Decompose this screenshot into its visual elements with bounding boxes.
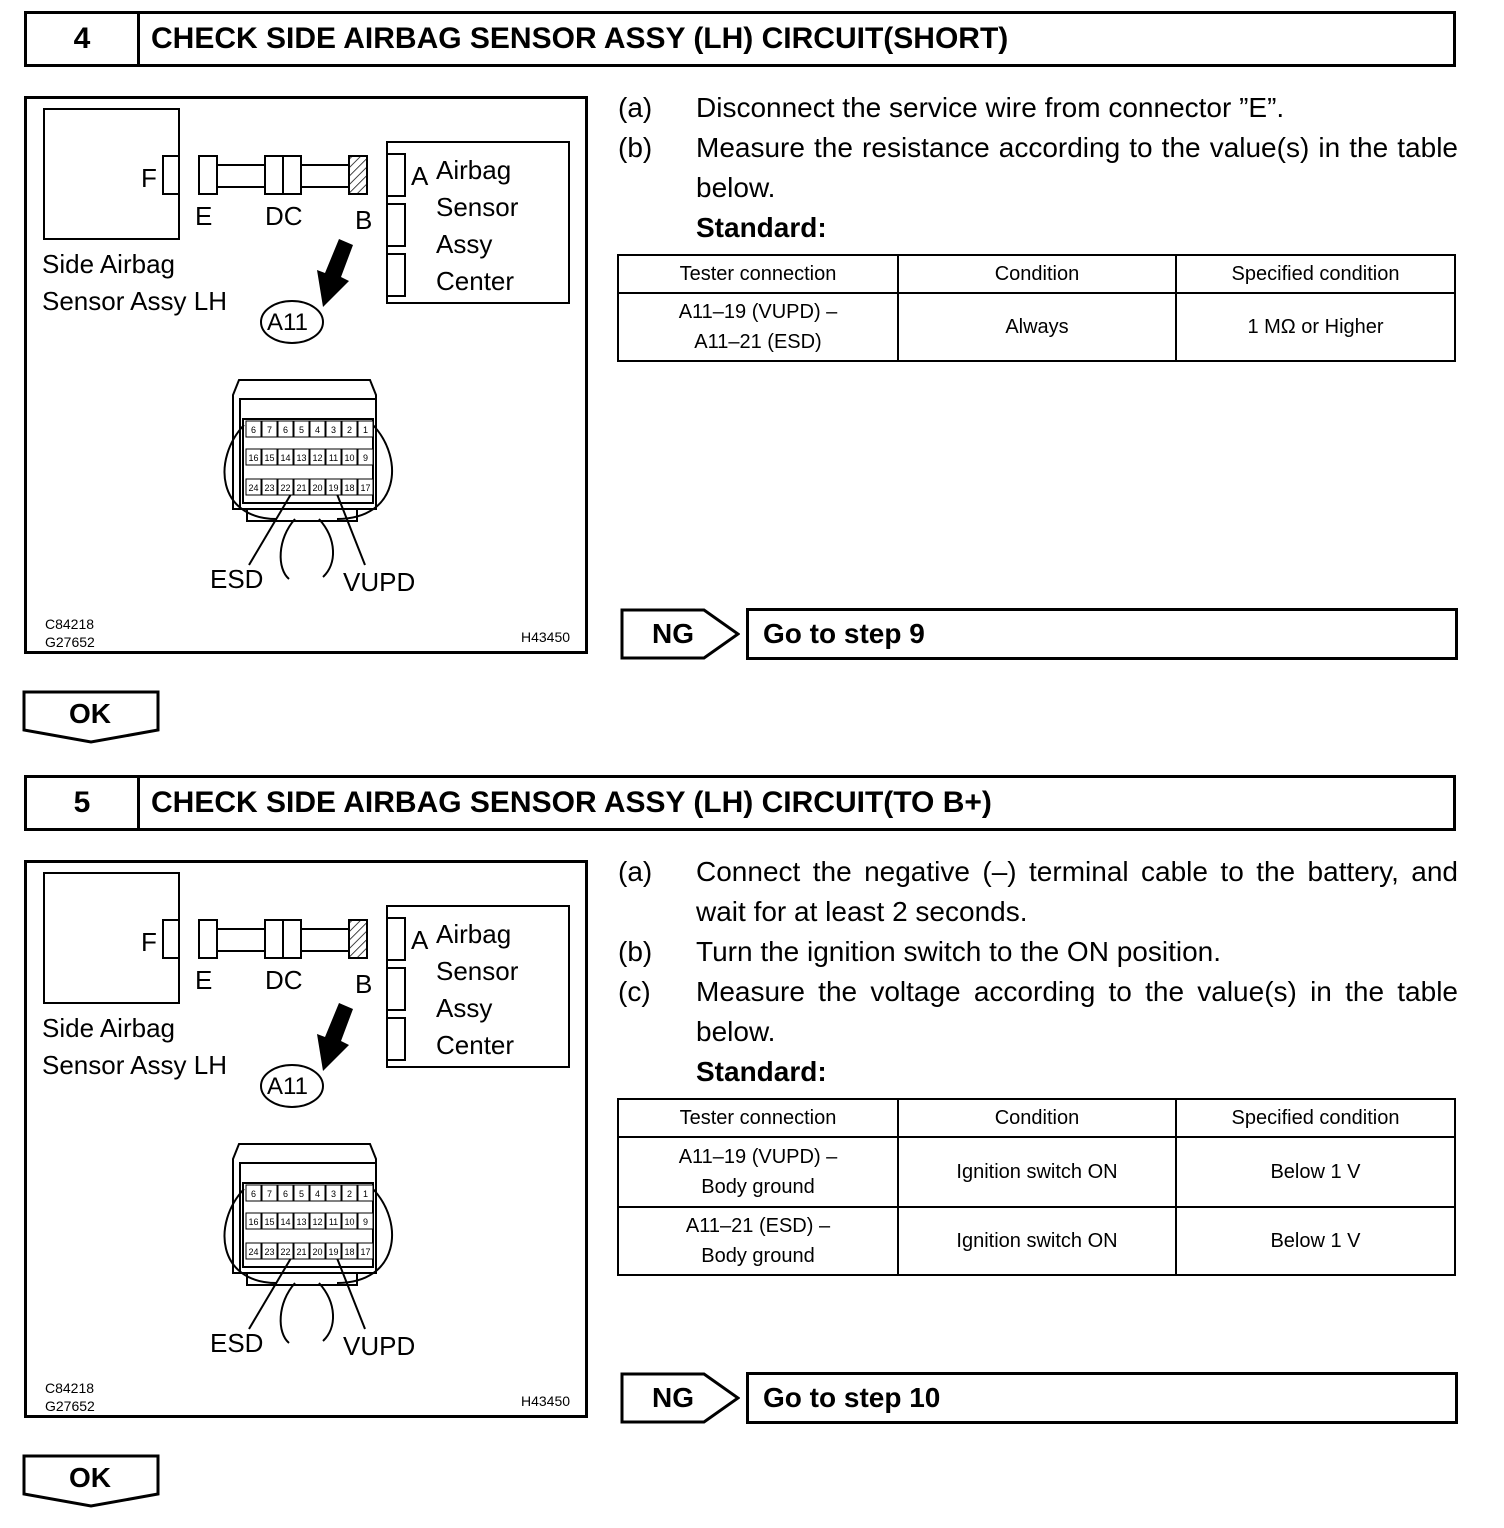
condition-cell: Ignition switch ON bbox=[898, 1137, 1176, 1207]
instruction-item bbox=[618, 972, 1458, 1052]
table-header-row bbox=[618, 255, 1455, 293]
instruction-item bbox=[618, 932, 1458, 972]
pin-number: 13 bbox=[296, 453, 307, 463]
pin-number: 6 bbox=[282, 1189, 289, 1199]
spec-table bbox=[617, 254, 1456, 362]
connector-diagram bbox=[24, 860, 588, 1418]
pin-number: 16 bbox=[248, 1217, 259, 1227]
ok-branch[interactable] bbox=[22, 690, 162, 746]
column-header: Tester connection bbox=[618, 255, 898, 293]
pin-number: 17 bbox=[360, 483, 371, 493]
column-header: Condition bbox=[898, 255, 1176, 293]
pin-number: 5 bbox=[298, 425, 305, 435]
instruction-label: (c) bbox=[618, 976, 651, 1007]
figure-code-2: G27652 bbox=[45, 1398, 95, 1414]
table-row bbox=[618, 1207, 1455, 1275]
condition-cell: Ignition switch ON bbox=[898, 1207, 1176, 1275]
instruction-text: Disconnect the service wire from connector ”E”. bbox=[696, 92, 1285, 123]
instruction-text: Measure the resistance according to the value(s) in the table below. bbox=[696, 132, 1458, 203]
table-row bbox=[618, 293, 1455, 361]
label-f: F bbox=[141, 163, 157, 193]
pin-number: 9 bbox=[362, 453, 369, 463]
pin-number: 12 bbox=[312, 453, 323, 463]
spec-table bbox=[617, 1098, 1456, 1276]
instruction-text: Connect the negative (–) terminal cable to the battery, and wait for at least 2 seconds. bbox=[696, 856, 1458, 927]
tester-line-1: A11–19 (VUPD) – bbox=[678, 301, 838, 323]
table-row bbox=[618, 1137, 1455, 1207]
tester-line-2: Body ground bbox=[701, 1245, 815, 1267]
step-5 bbox=[0, 764, 1504, 1528]
connector-diagram bbox=[24, 96, 588, 654]
pin-number: 9 bbox=[362, 1217, 369, 1227]
pin-number: 3 bbox=[330, 425, 337, 435]
goto-step-link[interactable] bbox=[746, 608, 1458, 660]
side-airbag-label-2: Sensor Assy LH bbox=[42, 1050, 227, 1080]
step-header bbox=[24, 775, 1456, 831]
spec-cell: Below 1 V bbox=[1176, 1137, 1455, 1207]
label-e: E bbox=[195, 201, 213, 231]
pin-number: 11 bbox=[328, 453, 339, 463]
ok-label: OK bbox=[69, 698, 111, 729]
column-header: Tester connection bbox=[618, 1099, 898, 1137]
tester-line-1: A11–21 (ESD) – bbox=[685, 1215, 831, 1237]
pin-number: 17 bbox=[360, 1247, 371, 1257]
figure-code-3: H43450 bbox=[521, 1393, 571, 1409]
tester-line-1: A11–19 (VUPD) – bbox=[678, 1146, 838, 1168]
airbag-label-2: Sensor bbox=[436, 192, 519, 222]
instruction-item bbox=[618, 88, 1458, 128]
pin-number: 2 bbox=[346, 1189, 353, 1199]
spec-cell: 1 MΩ or Higher bbox=[1176, 293, 1455, 361]
pin-number: 23 bbox=[264, 483, 275, 493]
airbag-label-3: Assy bbox=[436, 229, 493, 259]
vupd-label: VUPD bbox=[343, 1331, 416, 1361]
ok-branch[interactable] bbox=[22, 1454, 162, 1510]
pin-number: 15 bbox=[264, 453, 275, 463]
pin-number: 22 bbox=[280, 1247, 291, 1257]
pin-number: 22 bbox=[280, 483, 291, 493]
step-header bbox=[24, 11, 1456, 67]
pin-number: 10 bbox=[344, 453, 355, 463]
table-header-row bbox=[618, 1099, 1455, 1137]
pin-number: 1 bbox=[362, 1189, 369, 1199]
pin-number: 6 bbox=[250, 1189, 257, 1199]
figure-code-1: C84218 bbox=[45, 616, 95, 632]
instructions bbox=[618, 88, 1458, 248]
pin-number: 24 bbox=[248, 1247, 259, 1257]
pin-number: 13 bbox=[296, 1217, 307, 1227]
pin-number: 19 bbox=[328, 483, 339, 493]
pin-number: 6 bbox=[250, 425, 257, 435]
ng-label: NG bbox=[652, 618, 694, 649]
label-b: B bbox=[355, 205, 373, 235]
label-a: A bbox=[411, 925, 429, 955]
instruction-text: Measure the voltage according to the value(s) in the table below. bbox=[696, 976, 1458, 1047]
pin-number: 21 bbox=[296, 483, 307, 493]
vupd-label: VUPD bbox=[343, 567, 416, 597]
pin-number: 10 bbox=[344, 1217, 355, 1227]
label-b: B bbox=[355, 969, 373, 999]
pin-number: 4 bbox=[314, 425, 321, 435]
goto-text: Go to step 9 bbox=[763, 618, 925, 649]
ok-label: OK bbox=[69, 1462, 111, 1493]
pin-number: 18 bbox=[344, 1247, 355, 1257]
figure-code-2: G27652 bbox=[45, 634, 95, 650]
pin-number: 7 bbox=[266, 1189, 273, 1199]
step-title: CHECK SIDE AIRBAG SENSOR ASSY (LH) CIRCUIT(SHORT) bbox=[151, 22, 1009, 55]
column-header: Condition bbox=[898, 1099, 1176, 1137]
pin-number: 19 bbox=[328, 1247, 339, 1257]
column-header: Specified condition bbox=[1176, 1099, 1455, 1137]
condition-cell: Always bbox=[898, 293, 1176, 361]
airbag-label-3: Assy bbox=[436, 993, 493, 1023]
pin-number: 2 bbox=[346, 425, 353, 435]
standard-label: Standard: bbox=[696, 212, 827, 243]
esd-label: ESD bbox=[210, 1328, 264, 1358]
ng-branch bbox=[620, 1372, 740, 1424]
esd-label: ESD bbox=[210, 564, 264, 594]
pin-number: 21 bbox=[296, 1247, 307, 1257]
instruction-item bbox=[618, 852, 1458, 932]
airbag-label-4: Center bbox=[436, 266, 515, 296]
pin-number: 20 bbox=[312, 483, 323, 493]
pin-number: 4 bbox=[314, 1189, 321, 1199]
airbag-label-2: Sensor bbox=[436, 956, 519, 986]
label-dc: DC bbox=[265, 965, 303, 995]
pin-number: 3 bbox=[330, 1189, 337, 1199]
pin-number: 15 bbox=[264, 1217, 275, 1227]
step-title: CHECK SIDE AIRBAG SENSOR ASSY (LH) CIRCUIT(TO B+) bbox=[151, 786, 992, 819]
instruction-label: (a) bbox=[618, 856, 653, 887]
side-airbag-label-1: Side Airbag bbox=[42, 1013, 175, 1043]
pin-number: 5 bbox=[298, 1189, 305, 1199]
spec-cell: Below 1 V bbox=[1176, 1207, 1455, 1275]
tester-line-2: A11–21 (ESD) bbox=[694, 331, 822, 353]
instruction-label: (a) bbox=[618, 92, 653, 123]
figure-code-1: C84218 bbox=[45, 1380, 95, 1396]
label-a: A bbox=[411, 161, 429, 191]
instructions bbox=[618, 852, 1458, 1092]
pin-number: 20 bbox=[312, 1247, 323, 1257]
label-f: F bbox=[141, 927, 157, 957]
pin-number: 11 bbox=[328, 1217, 339, 1227]
label-e: E bbox=[195, 965, 213, 995]
pin-number: 16 bbox=[248, 453, 259, 463]
pin-number: 6 bbox=[282, 425, 289, 435]
ng-branch bbox=[620, 608, 740, 660]
ng-label: NG bbox=[652, 1382, 694, 1413]
side-airbag-label-1: Side Airbag bbox=[42, 249, 175, 279]
pin-number: 23 bbox=[264, 1247, 275, 1257]
side-airbag-label-2: Sensor Assy LH bbox=[42, 286, 227, 316]
step-number: 4 bbox=[27, 14, 140, 64]
airbag-label-1: Airbag bbox=[436, 919, 512, 949]
goto-step-link[interactable] bbox=[746, 1372, 1458, 1424]
column-header: Specified condition bbox=[1176, 255, 1455, 293]
pin-number: 14 bbox=[280, 453, 291, 463]
connector-id-label: A11 bbox=[267, 309, 308, 336]
pin-number: 14 bbox=[280, 1217, 291, 1227]
instruction-label: (b) bbox=[618, 132, 653, 163]
instruction-text: Turn the ignition switch to the ON position. bbox=[696, 936, 1221, 967]
tester-cell bbox=[618, 293, 898, 361]
standard-label: Standard: bbox=[696, 1056, 827, 1087]
pin-number: 12 bbox=[312, 1217, 323, 1227]
pin-number: 1 bbox=[362, 425, 369, 435]
tester-cell bbox=[618, 1207, 898, 1275]
pin-number: 7 bbox=[266, 425, 273, 435]
connector-id-label: A11 bbox=[267, 1073, 308, 1100]
label-dc: DC bbox=[265, 201, 303, 231]
airbag-label-1: Airbag bbox=[436, 155, 512, 185]
pin-number: 18 bbox=[344, 483, 355, 493]
tester-line-2: Body ground bbox=[701, 1176, 815, 1198]
instruction-item bbox=[618, 128, 1458, 208]
airbag-label-4: Center bbox=[436, 1030, 515, 1060]
tester-cell bbox=[618, 1137, 898, 1207]
figure-code-3: H43450 bbox=[521, 629, 571, 645]
step-number: 5 bbox=[27, 778, 140, 828]
goto-text: Go to step 10 bbox=[763, 1382, 941, 1413]
instruction-label: (b) bbox=[618, 936, 653, 967]
pin-number: 24 bbox=[248, 483, 259, 493]
